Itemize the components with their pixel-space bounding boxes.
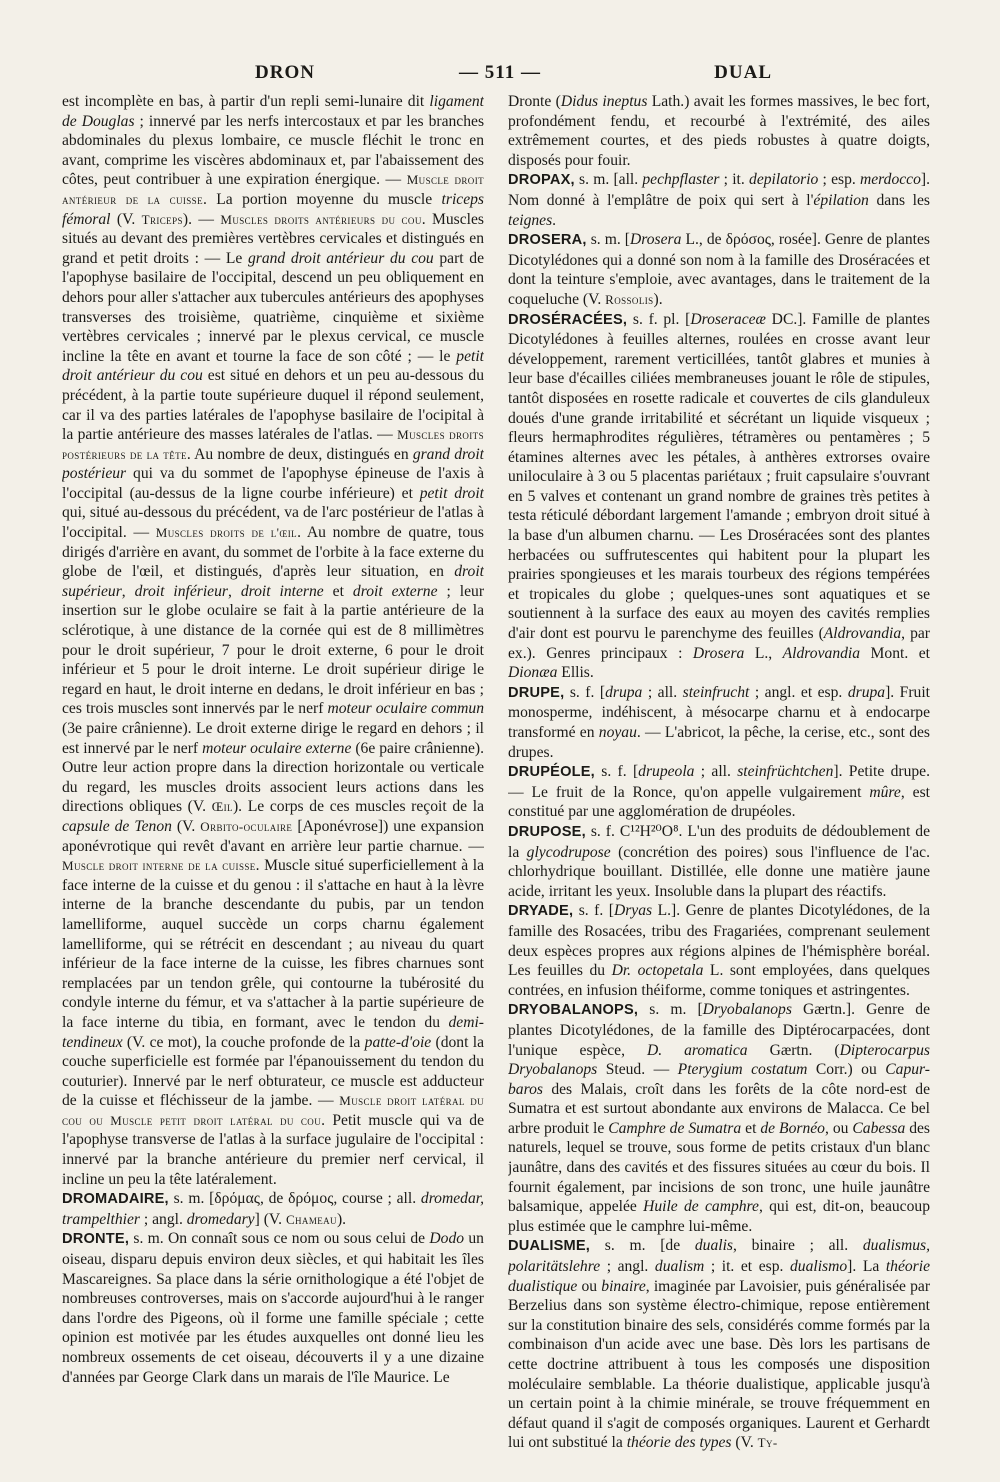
text-run: ).	[653, 290, 663, 308]
italic-run: D. aromatica	[646, 1041, 748, 1059]
text-run: ,	[227, 582, 241, 600]
right-column	[508, 92, 930, 1462]
italic-run: patte-d'oie	[364, 1033, 432, 1051]
italic-run: dromedar, trampelthier	[62, 1190, 484, 1228]
text-run: dans les	[868, 191, 930, 209]
text-run: , est constitué par une agglomération de drupéoles.	[508, 783, 930, 821]
italic-run: dromedary	[186, 1210, 255, 1228]
running-head-last-entry: DUAL	[714, 62, 772, 83]
text-run: ]. Petite drupe. — Le fruit de la Ronce, qu'on appelle vulgairement	[508, 763, 930, 801]
text-run: . — L'abricot, la pêche, la cerise, etc., sont des drupes.	[508, 724, 930, 761]
small-caps-run: Muscles droits antérieurs du cou	[220, 211, 422, 227]
text-run: et	[741, 1119, 761, 1137]
italic-run: Pterygium costatum	[677, 1061, 808, 1079]
italic-run: capsule de Tenon	[62, 817, 172, 835]
text-run: ,	[121, 582, 135, 600]
small-caps-run: Chameau	[285, 1211, 337, 1227]
dictionary-entry	[508, 901, 930, 1000]
italic-run: petit droit	[419, 484, 484, 502]
small-caps-run: Ty-	[757, 1435, 778, 1451]
text-run: Mont. et	[860, 644, 930, 662]
italic-run: steinfrucht	[682, 683, 750, 701]
entry-headword: DRYADE,	[508, 903, 574, 920]
italic-run: teignes	[508, 211, 553, 229]
text-run: L.,	[744, 644, 783, 662]
text-run: . La portion moyenne du muscle	[202, 190, 442, 208]
text-run: ; all.	[642, 683, 683, 701]
italic-run: Dionæa	[508, 664, 558, 682]
italic-run: Drosera	[630, 231, 682, 249]
italic-run: dualis	[694, 1237, 733, 1255]
entry-headword: DRYOBALANOPS,	[508, 1002, 639, 1019]
text-run: (concrétion des poires) sous l'influence de l'ac. chlorhydrique bouillant. Distillée, elle donne une matière jaune acide, irritant les yeux. Insoluble dans la plupart des réactifs.	[508, 843, 930, 900]
italic-run: grand droit postérieur	[62, 445, 484, 483]
small-caps-run: Muscles droits postérieurs de la tête	[62, 427, 484, 462]
italic-run: petit droit antérieur du cou	[62, 347, 484, 385]
running-head	[60, 58, 940, 90]
text-run: , ou	[824, 1119, 853, 1137]
italic-run: Dodo	[429, 1230, 465, 1248]
text-run: s. f. [	[594, 763, 639, 781]
dictionary-entry	[62, 92, 484, 1189]
text-run: un oiseau, disparu depuis environ deux siècles, et qui habitait les îles Mascareignes. Sa place dans la série ornithologique a été l'objet de nombreuses controverses, mais on s'accorde aujourd'hui à le ranger dans l'ordre des Pigeons, où il forme une famille spéciale ; cette opinion est motivée par les études auxquelles ont donné lieu les nombreux ossements de cet oiseau, découverts il y a une dizaine d'années par George Clark dans un marais de l'île Maurice. Le	[62, 1230, 484, 1386]
dictionary-entry	[508, 230, 930, 309]
text-run: (6e paire crânienne). Outre leur action propre dans la direction horizontale ou verticale du regard, les muscles droits associent leurs actions dans les directions obliques (V.	[62, 739, 484, 816]
italic-run: droit interne	[240, 582, 324, 600]
dictionary-entry	[508, 170, 930, 230]
italic-run: ligament de Douglas	[62, 93, 484, 130]
dictionary-entry	[508, 1000, 930, 1236]
text-run: est situé en dehors et un peu au-dessous du précédent, à la partie toute supérieure duquel il répond seulement, car il va des parties latérales de l'apophyse basilaire de l'ocipital à la partie antérieure des masses latérales de l'atlas. —	[62, 367, 484, 444]
text-run: .	[552, 211, 557, 229]
italic-run: drupa	[605, 683, 643, 701]
italic-run: droit supérieur	[62, 563, 484, 600]
text-run: qui, situé au-dessous du précédent, va de l'arc postérieur de l'atlas à l'occipital. —	[62, 504, 484, 542]
small-caps-run: Œil	[211, 799, 233, 815]
italic-run: noyau	[598, 724, 637, 741]
italic-run: binaire	[601, 1277, 646, 1295]
text-run: (dont la couche superficielle est formée par l'épanouissement du tendon du couturier). Innervé par le nerf obturateur, ce muscle est adducteur de la cuisse et fléchisseur de la jambe. —	[62, 1033, 484, 1110]
page-number: — 511 —	[459, 62, 541, 83]
italic-run: drupeola	[638, 763, 695, 781]
text-run: s. f. [	[564, 683, 606, 701]
text-run: part de l'apophyse basilaire de l'occipital, descend un peu obliquement en dehors pour aller s'attacher aux tubercules antérieurs des apophyses transverses des troisième, quatrième, cinquième et sixième vertèbres cervicales ; innervé par le plexus cervical, ce muscle incline la tête en avant et tourne la face de son côté ; — le	[62, 249, 484, 365]
small-caps-run: Triceps	[141, 211, 183, 227]
text-run: L.]. Genre de plantes Dicotylédones, de la famille des Rosacées, tribu des Fragariées, comprenant seulement deux espèces propres aux régions alpines de l'hémisphère boréal. Les feuilles du	[508, 902, 930, 980]
italic-run: Camphre de Sumatra	[608, 1119, 742, 1137]
text-run: des Malais, croît dans les forêts de la côte nord-est de Sumatra et est surtout abondante aux environs de Malacca. Ce bel arbre produit le	[508, 1080, 930, 1137]
entry-headword: DRUPOSE,	[508, 823, 586, 840]
text-run: . Petit muscle qui va de l'apophyse transverse de l'atlas à la surface jugulaire de l'occipital : innervé par la branche antérieure du premier nerf cervical, il incline un peu la tête latéralement.	[62, 1111, 484, 1188]
text-run: ; angl.	[600, 1258, 655, 1276]
text-run: ; angl. et esp.	[749, 683, 848, 701]
text-run: Ellis.	[557, 664, 594, 682]
text-run: Dronte (	[508, 93, 561, 110]
text-run: (V.	[731, 1434, 758, 1452]
italic-run: merdocco	[860, 171, 921, 189]
text-run: ; it. et esp.	[704, 1258, 790, 1276]
text-run: ]. Fruit monosperme, indéhiscent, à mésocarpe charnu et à endocarpe transformé en	[508, 683, 930, 741]
text-run: [Aponévrose]) une expansion aponévrotique qui revêt d'avant en arrière leur partie charnue. —	[62, 817, 484, 855]
text-run: des naturels, lequel se trouve, sous forme de petits cristaux d'un blanc jaunâtre, dans des cavités et des fissures situées au cœur du bois. Il fournit également, par incisions de son tronc, une huile jaunâtre balsamique, appelée	[508, 1119, 930, 1216]
text-run: s. m. [	[586, 231, 630, 249]
italic-run: depilatorio	[749, 171, 819, 189]
text-run: (3e paire crânienne). Le droit externe dirige le regard en dehors ; il est innervé par le nerf	[62, 720, 484, 757]
italic-run: Cabessa	[852, 1119, 906, 1137]
text-run: L. sont employées, dans quelques contrées, en infusion théiforme, comme toniques et astringentes.	[508, 962, 930, 999]
italic-run: dualismus, polaritätslehre	[508, 1237, 930, 1276]
italic-run: Dipterocarpus Dryobalanops	[508, 1041, 930, 1079]
small-caps-run: Muscle droit latéral du cou ou Muscle petit droit latéral du cou	[62, 1093, 484, 1128]
italic-run: grand droit antérieur du cou	[247, 249, 434, 267]
entry-headword: DROPAX,	[508, 172, 575, 189]
italic-run: dualismo	[789, 1258, 848, 1276]
entry-headword: DRUPÉOLE,	[508, 764, 595, 781]
italic-run: théorie dualistique	[508, 1258, 930, 1295]
italic-run: Aldrovandia	[782, 644, 861, 662]
left-column	[62, 92, 484, 1462]
text-run: ; it.	[719, 171, 750, 189]
text-run: s. f. [	[573, 902, 614, 920]
text-run: qui va du sommet de l'apophyse épineuse de l'axis à l'occipital (au-dessus de la ligne courbe inférieure) et	[62, 465, 484, 502]
text-run: s. f. pl. [	[627, 310, 691, 328]
text-run: ).	[336, 1210, 347, 1228]
text-run: , imaginée par Lavoisier, puis généralisée par Berzelius dans son système électro-chimique, repose entièrement sur la constitution binaire des sels, considérés comme formés par la combinaison d'un acide avec une base. Dès lors les partisans de cette doctrine attribuent à tous les composés une disposition moléculaire semblable. La théorie dualistique, applicable jusqu'à un certain point à la chimie minérale, se trouve fréquemment en défaut quand il s'agit de composés organiques. Laurent et Gerhardt lui ont substitué la	[508, 1277, 930, 1452]
text-run: ). Le corps de ces muscles reçoit de la	[232, 798, 484, 816]
text-run: s. m. On connaît sous ce nom ou sous celui de	[129, 1230, 430, 1248]
italic-run: steinfrüchtchen	[737, 763, 834, 781]
italic-run: épilation	[813, 191, 869, 209]
text-run: ; esp.	[818, 171, 860, 189]
dictionary-entry	[508, 310, 930, 683]
text-run: Gærtn. (	[747, 1041, 840, 1059]
dictionary-entry	[508, 92, 930, 170]
running-head-first-entry: DRON	[255, 62, 315, 83]
text-run: s. m. [de	[590, 1237, 695, 1255]
text-run: ou	[577, 1277, 602, 1295]
text-run: Lath.) avait les formes massives, le bec fort, profondément fendu, et recourbé à l'extrémité, des ailes extrêmement courtes, et des pieds robustes à quatre doigts, disposés pour fouir.	[508, 93, 930, 169]
text-run: s. f. C¹²H²⁰O⁸. L'un des produits de dédoublement de la	[508, 822, 930, 861]
text-run: et	[323, 582, 353, 600]
italic-run: Droseraceæ	[690, 310, 766, 328]
text-run: L., de δρόσος, rosée]. Genre de plantes Dicotylédones qui a donné son nom à la famille des Droséracées et dont la teinture s'emploie, avec avantages, dans le traitement de la coqueluche (V.	[508, 231, 930, 308]
italic-run: triceps fémoral	[62, 190, 484, 228]
italic-run: dualism	[654, 1258, 705, 1276]
text-run: s. m. [all.	[574, 171, 643, 189]
dictionary-entry	[62, 1229, 484, 1387]
text-run: ]. La	[847, 1258, 886, 1276]
italic-run: Huile de camphre	[643, 1198, 759, 1216]
italic-run: Capur-baros	[508, 1061, 930, 1098]
italic-run: moteur oculaire commun	[327, 700, 484, 718]
text-run: ] (V.	[254, 1210, 286, 1228]
italic-run: droit inférieur	[134, 582, 228, 600]
text-run: , par ex.). Genres principaux :	[508, 625, 930, 662]
entry-headword: DRUPE,	[508, 684, 565, 701]
italic-run: demi-tendineux	[62, 1013, 484, 1051]
entry-headword: DUALISME,	[508, 1238, 591, 1255]
text-run: Corr.) ou	[807, 1061, 886, 1079]
text-run: s. m. [	[638, 1001, 703, 1019]
text-run: . Muscles situés au devant des premières vertèbres cervicales et distingués en grand et petit droits : — Le	[62, 210, 484, 267]
text-run: Steud. —	[597, 1061, 678, 1079]
text-run: ; all.	[694, 763, 738, 781]
italic-run: mûre	[869, 783, 901, 801]
dictionary-entry	[508, 822, 930, 901]
entry-headword: DRONTE,	[62, 1231, 130, 1248]
italic-run: pechpflaster	[642, 171, 720, 189]
text-run: est incomplète en bas, à partir d'un repli semi-lunaire dit	[62, 93, 430, 110]
italic-run: droit externe	[352, 582, 438, 600]
text-run: (V.	[110, 210, 142, 228]
text-run: . Au nombre de deux, distingués en	[186, 445, 413, 463]
italic-run: moteur oculaire externe	[202, 739, 352, 757]
small-caps-run: Rossolis	[605, 291, 654, 307]
text-run: , binaire ; all.	[732, 1237, 863, 1255]
italic-run: drupa	[847, 683, 886, 701]
text-run: (V. ce mot), la couche profonde de la	[122, 1033, 365, 1051]
small-caps-run: Orbito-oculaire	[200, 818, 293, 834]
italic-run: Aldrovandia	[823, 625, 902, 643]
text-run: ; angl.	[139, 1210, 187, 1228]
text-run: , qui est, dit-on, beaucoup plus estimée que le camphre lui-même.	[508, 1198, 930, 1235]
text-run: ]. Nom donné à l'emplâtre de poix qui sert à l'	[508, 171, 930, 209]
text-run: s. m. [δρόμας, de δρόμος, course ; all.	[168, 1190, 421, 1208]
italic-run: Drosera	[692, 644, 745, 662]
italic-run: de Bornéo	[760, 1119, 825, 1137]
italic-run: glycodrupose	[526, 843, 611, 861]
text-run: . Au nombre de quatre, tous dirigés d'arrière en avant, du sommet de l'orbite à la face externe du globe de l'œil, et distingués, d'après leur situation, en	[62, 524, 484, 581]
italic-run: Dryobalanops	[702, 1001, 792, 1019]
text-run: DC.]. Famille de plantes Dicotylédones à feuilles alternes, roulées en crosse avant leur développement, rarement verticillées, tantôt glabres et munies à leur base d'écailles ciliées membraneuses jouant le rôle de stipules, tantôt disposées en rosette radicale et couvertes de cils glanduleux doués d'une grande irritabilité et sécrétant un liquide visqueux ; fleurs hermaphrodites régulières, tétramères ou pentamères ; 5 étamines alternes avec les pétales, à anthères extrorses ovaire uniloculaire à 3 ou 5 placentas pariétaux ; fruit capsulaire s'ouvrant en 5 valves et contenant un grand nombre de graines très petites à testa réticulé débordant largement l'amande ; embryon droit situé à la base d'un albumen charnu. — Les Droséracées sont des plantes herbacées ou suffrutescentes qui habitent pour la plupart les prairies spongieuses et les marais tourbeux des régions tempérées et tropicales du globe ; quelques-unes sont aquatiques et se soutiennent à la surface des eaux au moyen des cavités remplies d'air dont est pourvu le parenchyme des feuilles (	[508, 310, 930, 643]
dictionary-entry	[508, 1236, 930, 1453]
dictionary-entry	[508, 683, 930, 762]
italic-run: Dr. octopetala	[611, 962, 704, 980]
text-run: ; leur insertion sur le globe oculaire se fait à la partie antérieure de la sclérotique, à une distance de la cornée qui est de 8 millimètres pour le droit supérieur, 7 pour le droit externe, 6 pour le droit inférieur et 5 pour le droit interne. Le droit supérieur dirige le regard en haut, le droit interne en dedans, le droit inférieur en bas ; ces trois muscles sont innervés par le nerf	[62, 582, 484, 718]
small-caps-run: Muscle droit interne de la cuisse	[62, 858, 256, 874]
entry-headword: DROMADAIRE,	[62, 1191, 169, 1208]
italic-run: théorie des types	[626, 1434, 732, 1452]
italic-run: Dryas	[613, 902, 653, 920]
text-run: (V.	[171, 817, 201, 835]
entry-headword: DROSÉRACÉES,	[508, 311, 628, 328]
small-caps-run: Muscles droits de l'œil	[155, 525, 298, 541]
italic-run: Didus ineptus	[560, 93, 648, 110]
dictionary-entry	[62, 1189, 484, 1229]
text-run: Gærtn.]. Genre de plantes Dicotylédones, de la famille des Diptérocarpacées, dont l'unique espèce,	[508, 1001, 930, 1059]
text-run: . Muscle situé superficiellement à la face interne de la cuisse et du genou : il s'attache en haut à la lèvre interne de la branche descendante du pubis, par un tendon lamelliforme, auquel succède un corps charnu également lamelliforme, qui se rétrécit en descendant ; au niveau du quart inférieur de la face interne de la cuisse, les fibres charnues sont remplacées par un tendon grêle, qui contourne la tubérosité du condyle interne du fémur, et va s'attacher à la partie supérieure de la face interne du tibia, en formant, avec le tendon du	[62, 857, 484, 1031]
entry-headword: DROSERA,	[508, 232, 587, 249]
small-caps-run: Muscle droit antérieur de la cuisse	[62, 172, 484, 207]
text-run: ). —	[182, 210, 221, 228]
dictionary-entry	[508, 762, 930, 822]
text-run: ; innervé par les nerfs intercostaux et par les branches abdominales du plexus lombaire, ce muscle fléchit le tronc en avant, comprime les viscères abdominaux et, par l'abaissement des côtes, peut contribuer à une expiration énergique. —	[62, 112, 484, 189]
